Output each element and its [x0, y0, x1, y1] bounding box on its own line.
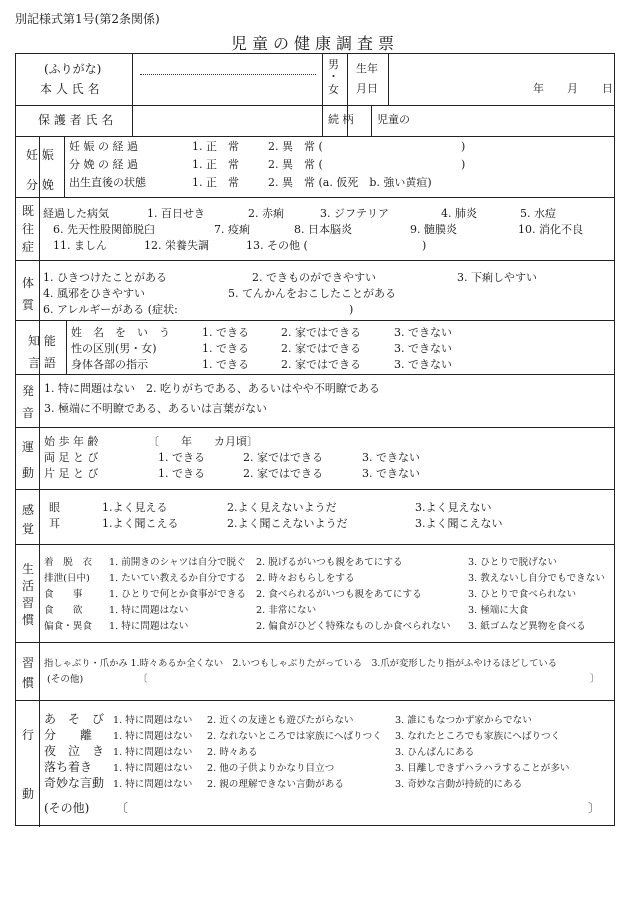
behavior-other-close: 〕	[588, 801, 601, 815]
behavior-opt[interactable]: 1. 特に問題はない	[113, 731, 193, 742]
guardian-label: 保 護 者 氏 名	[38, 113, 114, 127]
custom-other-open[interactable]: 〔	[138, 674, 148, 685]
past-item-other[interactable]: 13. その他 (	[246, 239, 308, 252]
walk-age-value[interactable]: 〔 年 カ月頃〕	[148, 435, 258, 448]
habit-label: 排泄(日中)	[44, 573, 90, 584]
constitution-item[interactable]: 1. ひきつけたことがある	[43, 271, 167, 284]
motor-opt[interactable]: 1. できる	[158, 467, 205, 480]
category-column-line	[39, 136, 40, 827]
category-past-3: 症	[22, 240, 35, 254]
past-lead: 経過した病気	[43, 207, 109, 220]
intellect-opt[interactable]: 1. できる	[202, 326, 249, 339]
habit-opt[interactable]: 2. 食べられるがいつも親をあてにする	[256, 589, 422, 600]
past-item[interactable]: 4. 肺炎	[441, 207, 477, 220]
eye-label: 眼	[49, 501, 60, 514]
finger-sucking-line[interactable]: 指しゃぶり・爪かみ 1.時々あるか全くない 2.いつもしゃぶりたがっている 3.爪が変形したり指がふやけるほどしている	[44, 658, 558, 669]
intellect-opt[interactable]: 3. できない	[394, 358, 452, 371]
eye-opt[interactable]: 2.よく見えないようだ	[227, 501, 337, 514]
intellect-row-label: 身体各部の指示	[71, 358, 148, 371]
eye-opt[interactable]: 1.よく見える	[102, 501, 168, 514]
habit-opt[interactable]: 2. 偏食がひどく特殊なものしか食べられない	[256, 621, 451, 632]
behavior-opt[interactable]: 1. 特に問題はない	[113, 763, 193, 774]
category-speech-1: 発	[22, 384, 35, 398]
constitution-item[interactable]: 4. 風邪をひきやすい	[43, 287, 145, 300]
divider	[16, 427, 614, 428]
cell-line	[66, 320, 67, 374]
past-item[interactable]: 7. 疫痢	[214, 223, 250, 236]
month-label: 月	[567, 82, 578, 95]
ear-opt[interactable]: 3.よく聞こえない	[415, 517, 503, 530]
category-constitution-2: 質	[22, 298, 35, 312]
behavior-label: あ そ び	[44, 712, 105, 726]
birth-label-top: 生年	[356, 62, 378, 75]
walk-age-label: 始 歩 年 齢	[44, 435, 99, 448]
past-item[interactable]: 1. 百日せき	[147, 207, 205, 220]
divider	[16, 197, 614, 198]
cell-line	[64, 136, 65, 197]
category-habits-3: 習	[22, 596, 35, 610]
constitution-item-allergy[interactable]: 6. アレルギーがある (症状:	[43, 303, 178, 316]
habit-opt[interactable]: 3. ひとりで食べられない	[468, 589, 577, 600]
habit-opt[interactable]: 2. 脱げるがいつも親をあてにする	[256, 557, 403, 568]
delivery-course-label: 分 娩 の 経 過	[69, 158, 138, 171]
sex-male[interactable]: 男	[328, 58, 339, 71]
cell-line	[322, 54, 323, 136]
intellect-opt[interactable]: 3. できない	[394, 342, 452, 355]
behavior-other-open[interactable]: 〔	[116, 801, 129, 815]
constitution-item[interactable]: 3. 下痢しやすい	[457, 271, 537, 284]
postbirth-label: 出生直後の状態	[69, 176, 146, 189]
intellect-opt[interactable]: 3. できない	[394, 326, 452, 339]
habit-opt[interactable]: 1. たいてい教えるか自分でする	[109, 573, 246, 584]
past-item[interactable]: 5. 水痘	[520, 207, 556, 220]
postbirth-normal[interactable]: 1. 正 常	[192, 176, 239, 189]
past-item[interactable]: 9. 髄膜炎	[410, 223, 457, 236]
habit-label: 偏食・異食	[44, 621, 92, 632]
pregnancy-normal[interactable]: 1. 正 常	[192, 140, 239, 153]
behavior-label: 分 離	[44, 728, 93, 742]
divider	[16, 260, 614, 261]
intellect-row-label: 性の区別(男・女)	[71, 342, 157, 355]
category-constitution-1: 体	[22, 276, 35, 290]
behavior-label: 夜 泣 き	[44, 744, 105, 758]
category-motor-1: 運	[22, 440, 35, 454]
category-custom-2: 慣	[22, 676, 35, 690]
past-item[interactable]: 12. 栄養失調	[144, 239, 209, 252]
category-habits-4: 慣	[22, 613, 35, 627]
custom-other-label: (その他)	[47, 674, 84, 685]
year-label: 年	[533, 82, 544, 95]
past-item[interactable]: 6. 先天性股関節脱臼	[53, 223, 155, 236]
category-senses-2: 覚	[22, 522, 35, 536]
behavior-other-label: (その他)	[44, 801, 90, 815]
habit-label: 着 脱 衣	[44, 557, 92, 568]
habit-opt[interactable]: 3. 紙ゴムなど異物を食べる	[468, 621, 586, 632]
behavior-opt[interactable]: 1. 特に問題はない	[113, 747, 193, 758]
delivery-normal[interactable]: 1. 正 常	[192, 158, 239, 171]
habit-opt[interactable]: 3. 教えないし自分でもできない	[468, 573, 605, 584]
category-intellect: 知 能	[28, 334, 56, 348]
habit-opt[interactable]: 1. 前開きのシャツは自分で脱ぐ	[109, 557, 246, 568]
habit-opt[interactable]: 2. 非常にない	[256, 605, 317, 616]
past-item[interactable]: 11. ましん	[53, 239, 107, 252]
ear-opt[interactable]: 2.よく聞こえないようだ	[227, 517, 348, 530]
ear-label: 耳	[49, 517, 60, 530]
behavior-opt[interactable]: 1. 特に問題はない	[113, 779, 193, 790]
custom-other-close: 〕	[590, 674, 600, 685]
past-item-close: )	[422, 239, 427, 252]
habit-opt[interactable]: 2. 時々おもらしをする	[256, 573, 355, 584]
motor-opt[interactable]: 2. 家ではできる	[243, 451, 323, 464]
category-behavior-2: 動	[22, 787, 35, 801]
motor-row-label: 片 足 と び	[44, 467, 99, 480]
sex-dot: ・	[328, 70, 339, 83]
habit-label: 食 事	[44, 589, 83, 600]
behavior-opt[interactable]: 2. なれないところでは家族にへばりつく	[207, 731, 382, 742]
speech-line-2[interactable]: 3. 極端に不明瞭である、あるいは言葉がない	[44, 402, 267, 415]
habit-opt[interactable]: 3. ひとりで脱げない	[468, 557, 557, 568]
delivery-abnormal[interactable]: 2. 異 常 (	[268, 158, 323, 171]
divider	[16, 642, 614, 643]
behavior-opt[interactable]: 3. なれたところでも家族にへばりつく	[395, 731, 561, 742]
intellect-opt[interactable]: 1. できる	[202, 358, 249, 371]
pregnancy-close: )	[461, 140, 466, 153]
form-number: 別記様式第1号(第2条関係)	[15, 12, 160, 26]
intellect-opt[interactable]: 2. 家ではできる	[281, 342, 361, 355]
health-survey-form	[15, 53, 615, 826]
behavior-label: 落ち着き	[44, 760, 93, 774]
divider	[16, 136, 614, 137]
past-item[interactable]: 8. 日本脳炎	[294, 223, 352, 236]
motor-row-label: 両 足 と び	[44, 451, 99, 464]
form-title: 児童の健康調査票	[230, 34, 399, 53]
past-item[interactable]: 2. 赤痢	[248, 207, 284, 220]
postbirth-abnormal[interactable]: 2. 異 常 (a. 仮死 b. 強い黄疸)	[268, 176, 432, 189]
category-past-1: 既	[22, 204, 35, 218]
behavior-opt[interactable]: 2. 近くの友達とも遊びたがらない	[207, 715, 354, 726]
constitution-item[interactable]: 2. できものができやすい	[252, 271, 376, 284]
category-speech-2: 音	[22, 406, 35, 420]
behavior-opt[interactable]: 3. 誰にもなつかず家からでない	[395, 715, 532, 726]
category-habits-2: 活	[22, 579, 35, 593]
past-item[interactable]: 10. 消化不良	[518, 223, 583, 236]
motor-opt[interactable]: 3. できない	[362, 451, 420, 464]
behavior-opt[interactable]: 2. 親の理解できない言動がある	[207, 779, 344, 790]
divider	[16, 489, 614, 490]
category-senses-1: 感	[22, 503, 35, 517]
pregnancy-abnormal[interactable]: 2. 異 常 (	[268, 140, 323, 153]
divider	[16, 374, 614, 375]
divider	[16, 320, 614, 321]
behavior-opt[interactable]: 2. 他の子供よりかなり目立つ	[207, 763, 335, 774]
motor-opt[interactable]: 2. 家ではできる	[243, 467, 323, 480]
relation-label: 続 柄	[328, 113, 354, 126]
behavior-opt[interactable]: 3. ひんぱんにある	[395, 747, 475, 758]
eye-opt[interactable]: 3.よく見えない	[415, 501, 492, 514]
sex-female[interactable]: 女	[328, 83, 339, 96]
constitution-close: )	[349, 303, 354, 316]
intellect-opt[interactable]: 2. 家ではできる	[281, 326, 361, 339]
behavior-opt[interactable]: 1. 特に問題はない	[113, 715, 193, 726]
category-behavior-1: 行	[22, 728, 35, 742]
habit-opt[interactable]: 1. 特に問題はない	[109, 621, 189, 632]
birth-label-bottom: 月日	[356, 82, 378, 95]
habit-opt[interactable]: 1. ひとりで何とか食事ができる	[109, 589, 246, 600]
category-motor-2: 動	[22, 466, 35, 480]
constitution-item[interactable]: 5. てんかんをおこしたことがある	[228, 287, 396, 300]
name-label: 本 人 氏 名	[40, 82, 100, 96]
relation-value: 児童の	[377, 113, 410, 126]
divider	[16, 700, 614, 701]
day-label: 日	[602, 82, 613, 95]
behavior-label: 奇妙な言動	[44, 776, 105, 790]
delivery-close: )	[461, 158, 466, 171]
category-delivery: 分 娩	[26, 178, 54, 192]
behavior-opt[interactable]: 3. 奇妙な言動が持続的にある	[395, 779, 523, 790]
behavior-opt[interactable]: 2. 時々ある	[207, 747, 258, 758]
category-pregnancy: 妊 娠	[26, 148, 54, 162]
motor-opt[interactable]: 1. できる	[158, 451, 205, 464]
speech-line-1[interactable]: 1. 特に問題はない 2. 吃りがちである、あるいはやや不明瞭である	[44, 382, 380, 395]
habit-opt[interactable]: 3. 極端に大食	[468, 605, 529, 616]
cell-line	[388, 54, 389, 105]
intellect-opt[interactable]: 2. 家ではできる	[281, 358, 361, 371]
category-custom-1: 習	[22, 656, 35, 670]
furigana-dotted-line	[140, 74, 316, 75]
past-item[interactable]: 3. ジフテリア	[320, 207, 389, 220]
ear-opt[interactable]: 1.よく聞こえる	[102, 517, 179, 530]
cell-line	[371, 105, 372, 136]
divider	[16, 105, 614, 106]
category-language: 言 語	[28, 356, 56, 370]
habit-label: 食 欲	[44, 605, 83, 616]
category-past-2: 往	[22, 222, 35, 236]
habit-opt[interactable]: 1. 特に問題はない	[109, 605, 189, 616]
intellect-row-label: 姓 名 を い う	[71, 326, 170, 339]
category-habits-1: 生	[22, 562, 35, 576]
motor-opt[interactable]: 3. できない	[362, 467, 420, 480]
intellect-opt[interactable]: 1. できる	[202, 342, 249, 355]
pregnancy-course-label: 妊 娠 の 経 過	[69, 140, 138, 153]
behavior-opt[interactable]: 3. 目離しできずハラハラすることが多い	[395, 763, 570, 774]
divider	[16, 544, 614, 545]
cell-line	[132, 54, 133, 136]
furigana-label: (ふりがな)	[44, 62, 102, 76]
